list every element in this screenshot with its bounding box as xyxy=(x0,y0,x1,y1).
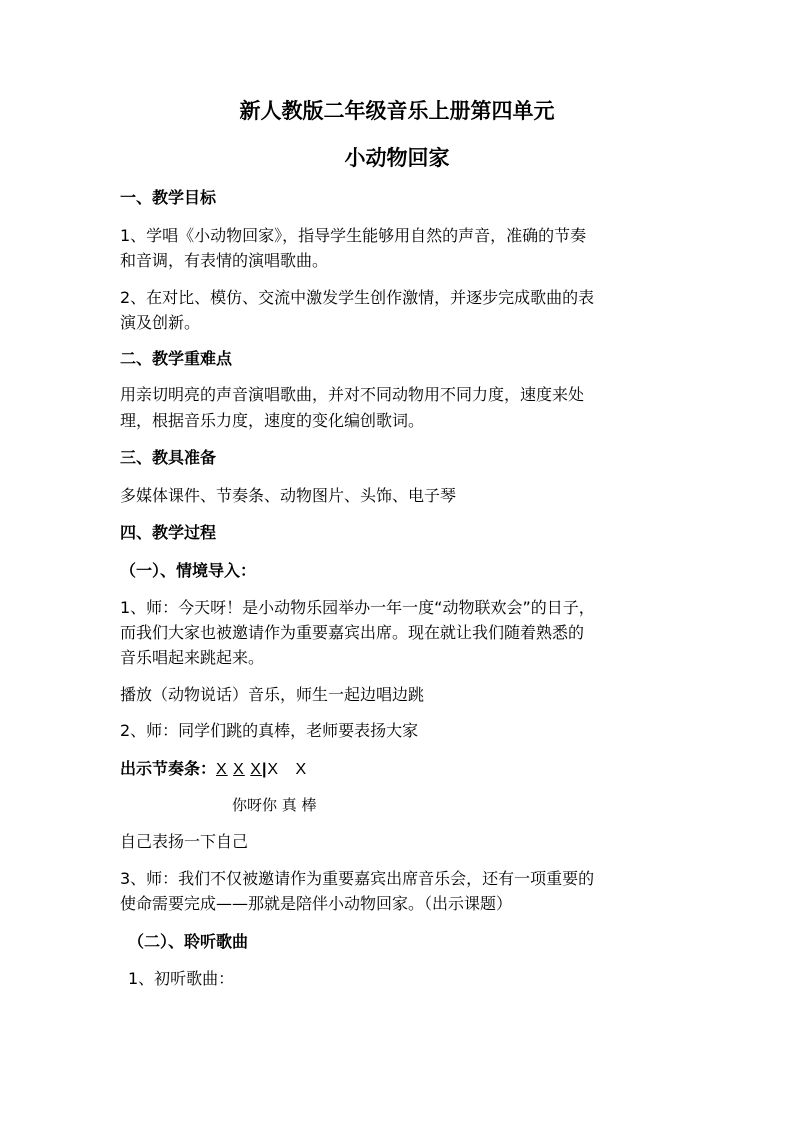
section-heading-materials: 三、教具准备 xyxy=(120,448,217,467)
rhythm-lyric: 你呀你 真 棒 xyxy=(232,796,317,814)
paragraph-1-line-2: 而我们大家也被邀请作为重要嘉宾出席。现在就让我们随着熟悉的 xyxy=(120,623,585,642)
difficulty-line-2: 理，根据音乐力度，速度的变化编创歌词。 xyxy=(120,411,425,430)
difficulty-line-1: 用亲切明亮的声音演唱歌曲，并对不同动物用不同力度，速度来处 xyxy=(120,385,585,404)
rhythm-note: X xyxy=(216,761,228,778)
goal-2-line-2: 演及创新。 xyxy=(120,313,201,332)
section-heading-difficulty: 二、教学重难点 xyxy=(120,349,233,368)
paragraph-5-line-1: 3、师：我们不仅被邀请作为重要嘉宾出席音乐会，还有一项重要的 xyxy=(120,869,595,888)
rhythm-note: X xyxy=(233,761,245,778)
rhythm-notes xyxy=(216,761,307,778)
paragraph-1-line-1: 1、师：今天呀！是小动物乐园举办一年一度“动物联欢会”的日子， xyxy=(120,598,595,617)
document-subtitle: 小动物回家 xyxy=(344,146,450,170)
part-1-heading: （一）、情境导入： xyxy=(120,561,257,580)
rhythm-bar-line: | xyxy=(261,761,268,778)
goal-1-line-2: 和音调，有表情的演唱歌曲。 xyxy=(120,251,329,270)
document-title: 新人教版二年级音乐上册第四单元 xyxy=(239,99,555,123)
section-heading-process: 四、教学过程 xyxy=(120,523,217,542)
paragraph-4-line: 自己表扬一下自己 xyxy=(120,832,249,851)
rhythm-note: X xyxy=(267,761,280,778)
materials-line: 多媒体课件、节奏条、动物图片、头饰、电子琴 xyxy=(120,486,457,505)
paragraph-6-line: 1、初听歌曲： xyxy=(128,969,235,988)
part-2-heading: （二）、聆听歌曲 xyxy=(128,932,249,951)
goal-1-line-1: 1、学唱《小动物回家》，指导学生能够用自然的声音，准确的节奏 xyxy=(120,226,587,245)
rhythm-note: X xyxy=(250,761,262,778)
paragraph-3-line: 2、师：同学们跳的真棒，老师要表扬大家 xyxy=(120,721,419,740)
paragraph-1-line-3: 音乐唱起来跳起来。 xyxy=(120,648,265,667)
paragraph-2-line: 播放（动物说话）音乐，师生一起边唱边跳 xyxy=(120,685,425,704)
paragraph-5-line-2: 使命需要完成——那就是陪伴小动物回家。（出示课题） xyxy=(120,894,513,913)
rhythm-label: 出示节奏条： xyxy=(120,759,217,778)
rhythm-note: X xyxy=(295,761,308,778)
section-heading-goals: 一、教学目标 xyxy=(120,188,217,207)
rhythm-row xyxy=(120,759,307,780)
goal-2-line-1: 2、在对比、模仿、交流中激发学生创作激情，并逐步完成歌曲的表 xyxy=(120,288,595,307)
